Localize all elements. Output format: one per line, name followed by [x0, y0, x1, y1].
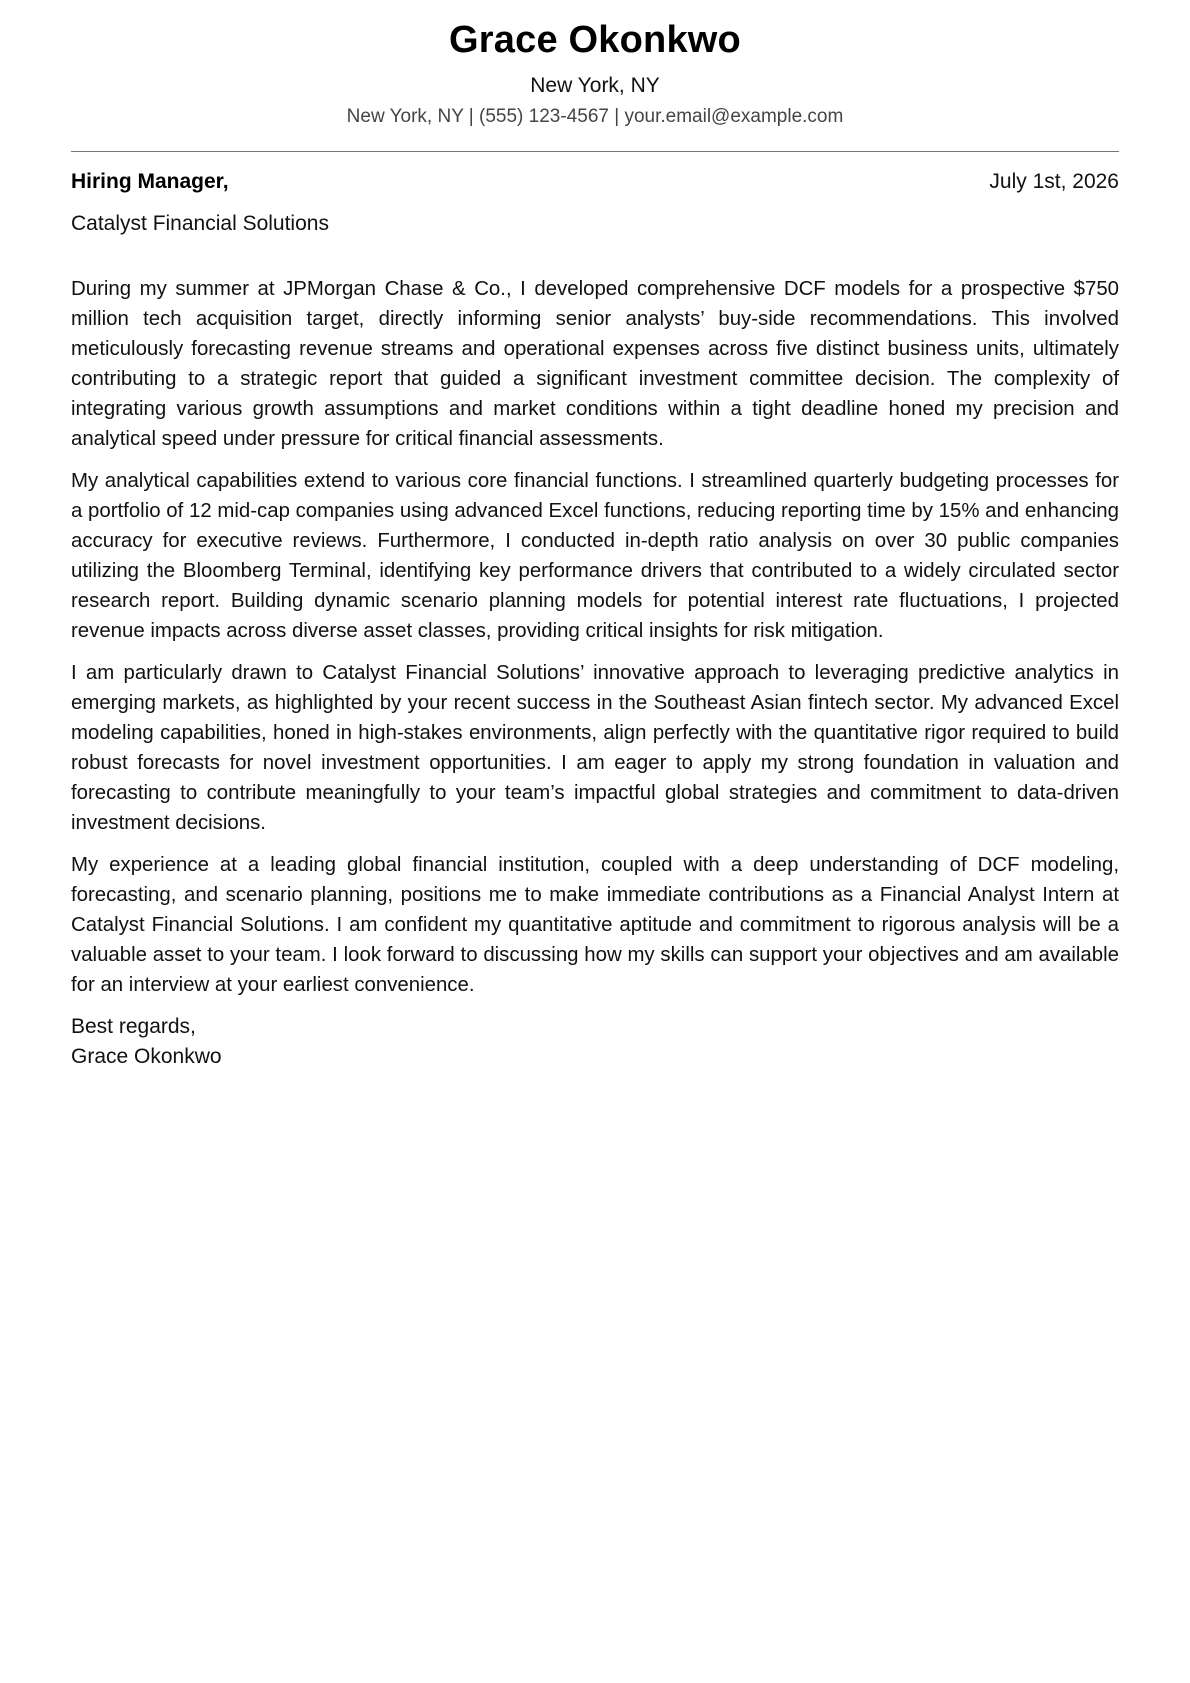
closing-phrase: Best regards, [71, 1015, 196, 1038]
recipient-date-row [71, 168, 1119, 196]
sender-location: New York, NY [530, 74, 660, 97]
letter-date: July 1st, 2026 [989, 170, 1119, 193]
signature-name: Grace Okonkwo [71, 1045, 222, 1068]
sender-name: Grace Okonkwo [449, 19, 741, 61]
header-divider [71, 151, 1119, 152]
sender-contact-line: New York, NY | (555) 123-4567 | your.email@example.com [346, 106, 844, 127]
letter-header [71, 14, 1119, 130]
body-paragraph: During my summer at JPMorgan Chase & Co., I developed comprehensive DCF models for a prospective $750 million tech acquisition target, directly informing senior analysts’ buy-side recommendations. This involved meticulously forecasting revenue streams and operational expenses across five distinct business units, ultimately contributing to a strategic report that guided a significant investment committee decision. The complexity of integrating various growth assumptions and market conditions within a tight deadline honed my precision and analytical speed under pressure for critical financial assessments. [71, 278, 1119, 450]
body-paragraph: I am particularly drawn to Catalyst Financial Solutions’ innovative approach to leveraging predictive analytics in emerging markets, as highlighted by your recent success in the Southeast Asian fintech sector. My advanced Excel modeling capabilities, honed in high-stakes environments, align perfectly with the quantitative rigor required to build robust forecasts for novel investment opportunities. I am eager to apply my strong foundation in valuation and forecasting to contribute meaningfully to your team’s impactful global strategies and commitment to data-driven investment decisions. [71, 662, 1119, 834]
recipient-salutation: Hiring Manager, [71, 170, 229, 193]
letter-closing [71, 1012, 1119, 1072]
recipient-company: Catalyst Financial Solutions [71, 212, 329, 235]
body-paragraph: My analytical capabilities extend to various core financial functions. I streamlined quarterly budgeting processes for a portfolio of 12 mid-cap companies using advanced Excel functions, reducing reporting time by 15% and enhancing accuracy for executive reviews. Furthermore, I conducted in-depth ratio analysis on over 30 public companies utilizing the Bloomberg Terminal, identifying key performance drivers that contributed to a widely circulated sector research report. Building dynamic scenario planning models for potential interest rate fluctuations, I projected revenue impacts across diverse asset classes, providing critical insights for risk mitigation. [71, 470, 1119, 642]
letter-body [71, 274, 1119, 1000]
body-paragraph: My experience at a leading global financial institution, coupled with a deep understanding of DCF modeling, forecasting, and scenario planning, positions me to make immediate contributions as a Financial Analyst Intern at Catalyst Financial Solutions. I am confident my quantitative aptitude and commitment to rigorous analysis will be a valuable asset to your team. I look forward to discussing how my skills can support your objectives and am available for an interview at your earliest convenience. [71, 854, 1119, 996]
